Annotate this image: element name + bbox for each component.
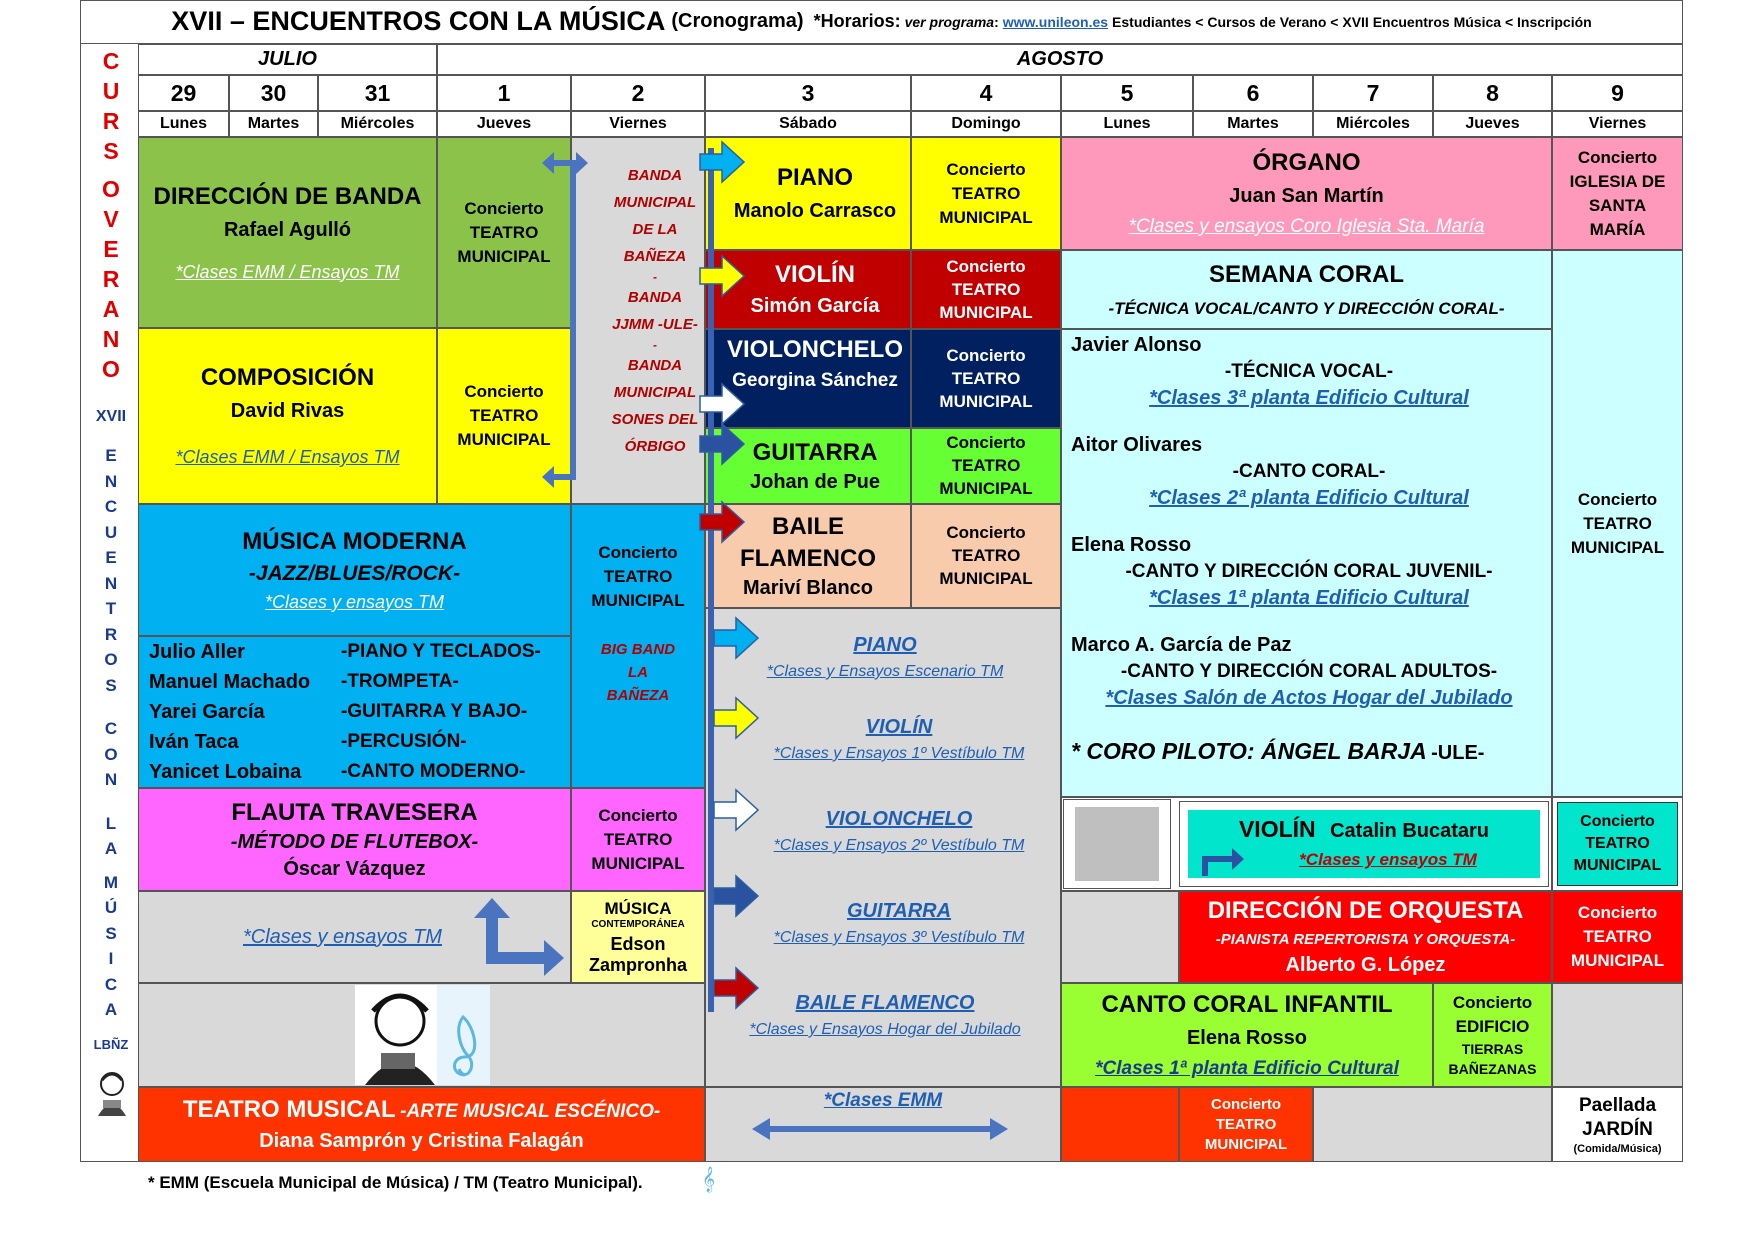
gray-gap-day9: [1552, 983, 1683, 1087]
day-29: 29: [138, 75, 229, 111]
dayname-7: Miércoles: [1313, 111, 1433, 137]
coral-person: Javier Alonso -TÉCNICA VOCAL- *Clases 3ª planta Edificio Cultural: [1071, 334, 1547, 410]
course-semana-coral: SEMANA CORAL -TÉCNICA VOCAL/CANTO Y DIRECCIÓN CORAL-: [1061, 250, 1552, 329]
banda-note[interactable]: *Clases EMM / Ensayos TM: [175, 261, 400, 282]
title-sub: (Cronograma): [671, 10, 804, 32]
teacher-row: Manuel Machado -TROMPETA-: [149, 671, 459, 693]
later-violonchelo-note[interactable]: *Clases y Ensayos 2º Vestíbulo TM: [773, 837, 1025, 854]
side-portrait-icon: [93, 1070, 131, 1116]
course-teatro-musical: TEATRO MUSICAL -ARTE MUSICAL ESCÉNICO- Diana Samprón y Cristina Falagán: [138, 1087, 705, 1162]
coral-person: Elena Rosso -CANTO Y DIRECCIÓN CORAL JUVENIL- *Clases 1ª planta Edificio Cultural: [1071, 534, 1547, 610]
day-7: 7: [1313, 75, 1433, 111]
paellada-jardin: Paellada JARDÍN (Comida/Música): [1552, 1087, 1683, 1162]
corner-arrow-icon: [468, 896, 568, 980]
double-arrow-vertical-icon: [540, 150, 590, 490]
bandas-column: BANDA MUNICIPAL DE LA BAÑEZA - BANDA JJMM -ULE- - BANDA MUNICIPAL SONES DEL ÓRBIGO: [571, 137, 705, 504]
dayname-8: Jueves: [1433, 111, 1552, 137]
course-direccion-orquesta: DIRECCIÓN DE ORQUESTA -PIANISTA REPERTORISTA Y ORQUESTA- Alberto G. López: [1179, 891, 1552, 983]
violin2-note[interactable]: *Clases y ensayos TM: [1299, 850, 1477, 869]
later-flamenco-note[interactable]: *Clases y Ensayos Hogar del Jubilado: [749, 1021, 1021, 1038]
course-musica-moderna: MÚSICA MODERNA -JAZZ/BLUES/ROCK- *Clases y ensayos TM: [138, 504, 571, 636]
coro-piloto: * CORO PILOTO: ÁNGEL BARJA -ULE-: [1071, 738, 1485, 764]
composicion-note[interactable]: *Clases EMM / Ensayos TM: [175, 447, 400, 467]
day-8: 8: [1433, 75, 1552, 111]
later-violonchelo-title[interactable]: VIOLONCHELO: [825, 808, 973, 830]
day-31: 31: [318, 75, 437, 111]
later-piano-title[interactable]: PIANO: [853, 634, 917, 656]
day-4: 4: [911, 75, 1061, 111]
day-9: 9: [1552, 75, 1683, 111]
bent-arrow-icon: [1196, 846, 1246, 876]
course-composicion: COMPOSICIÓN David Rivas *Clases EMM / Ensayos TM: [138, 328, 437, 504]
later-guitarra-title[interactable]: GUITARRA: [846, 900, 952, 922]
concert-guitarra: Concierto TEATRO MUNICIPAL: [911, 428, 1061, 504]
title-main: XVII – ENCUENTROS CON LA MÚSICA: [171, 6, 666, 36]
course-violonchelo: VIOLONCHELO Georgina Sánchez: [705, 329, 911, 428]
course-piano: PIANO Manolo Carrasco: [705, 137, 911, 250]
dayname-6: Martes: [1193, 111, 1313, 137]
teacher-row: Julio Aller -PIANO Y TECLADOS-: [149, 641, 541, 663]
course-flauta-travesera: FLAUTA TRAVESERA -MÉTODO DE FLUTEBOX- Óscar Vázquez: [138, 788, 571, 891]
concert-moderna: Concierto TEATRO MUNICIPAL BIG BAND LA BAÑEZA: [571, 504, 705, 788]
red-block-day5: [1061, 1087, 1179, 1162]
teacher-row: Yanicet Lobaina -CANTO MODERNO-: [149, 761, 526, 783]
moderna-note[interactable]: *Clases y ensayos TM: [264, 591, 445, 612]
coral-person: Marco A. García de Paz -CANTO Y DIRECCIÓN CORAL ADULTOS- *Clases Salón de Actos Hogar del Jubilado: [1071, 634, 1547, 710]
course-baile-flamenco: BAILE FLAMENCO Mariví Blanco: [705, 504, 911, 608]
day-1: 1: [437, 75, 571, 111]
title-ver: ver programa: [904, 13, 995, 30]
dayname-1: Jueves: [437, 111, 571, 137]
side-xvii: XVII: [95, 408, 127, 425]
gray-placeholder-image: [1063, 799, 1171, 889]
course-violin: VIOLÍN Simón García: [705, 250, 911, 329]
double-arrow-horizontal-icon: [752, 1116, 1008, 1142]
concert-iglesia: Concierto IGLESIA DE SANTA MARÍA: [1552, 137, 1683, 250]
concert-flamenco: Concierto TEATRO MUNICIPAL: [911, 504, 1061, 608]
course-violin-catalin: VIOLÍN Catalin Bucataru *Clases y ensayos TM: [1179, 801, 1549, 887]
composer-portrait-image: [355, 985, 490, 1085]
course-musica-contemporanea: MÚSICA CONTEMPORÁNEA Edson Zampronha: [571, 891, 705, 983]
teacher-row: Yarei García -GUITARRA Y BAJO-: [149, 701, 528, 723]
dayname-5: Lunes: [1061, 111, 1193, 137]
dayname-29: Lunes: [138, 111, 229, 137]
title-path: Estudiantes < Cursos de Verano < XVII Encuentros Música < Inscripción: [1112, 13, 1592, 30]
concert-piano: Concierto TEATRO MUNICIPAL: [911, 137, 1061, 250]
dayname-2: Viernes: [571, 111, 705, 137]
dayname-9: Viernes: [1552, 111, 1683, 137]
later-piano-note[interactable]: *Clases y Ensayos Escenario TM: [766, 663, 1004, 680]
dayname-31: Miércoles: [318, 111, 437, 137]
course-organo: ÓRGANO Juan San Martín *Clases y ensayos Coro Iglesia Sta. María: [1061, 137, 1552, 250]
coral-note[interactable]: *Clases 1ª planta Edificio Cultural: [1149, 587, 1469, 609]
course-guitarra: GUITARRA Johan de Pue: [705, 428, 911, 504]
concert-flauta: Concierto TEATRO MUNICIPAL: [571, 788, 705, 891]
concert-day9-small: Concierto TEATRO MUNICIPAL: [1557, 802, 1678, 886]
concert-violonchelo: Concierto TEATRO MUNICIPAL: [911, 329, 1061, 428]
later-violin-note[interactable]: *Clases y Ensayos 1º Vestíbulo TM: [773, 745, 1025, 762]
footer-note: * EMM (Escuela Municipal de Música) / TM (Teatro Municipal).: [148, 1173, 643, 1192]
course-canto-coral-infantil: CANTO CORAL INFANTIL Elena Rosso *Clases 1ª planta Edificio Cultural: [1061, 983, 1433, 1087]
arrows-column: [694, 140, 784, 1020]
concert-composicion: Concierto TEATRO MUNICIPAL: [437, 328, 571, 504]
course-direccion-banda: DIRECCIÓN DE BANDA Rafael Agulló *Clases EMM / Ensayos TM: [138, 137, 437, 328]
clases-tm-note[interactable]: *Clases y ensayos TM: [243, 925, 442, 948]
month-julio: JULIO: [138, 44, 437, 75]
later-violin-title[interactable]: VIOLÍN: [865, 716, 933, 738]
page-title: [80, 0, 1683, 44]
day-30: 30: [229, 75, 318, 111]
teacher-row: Iván Taca -PERCUSIÓN-: [149, 731, 467, 753]
moderna-teachers: [138, 636, 571, 788]
concert-orquesta: Concierto TEATRO MUNICIPAL: [1552, 891, 1683, 983]
dayname-3: Sábado: [705, 111, 911, 137]
day-2: 2: [571, 75, 705, 111]
dayname-4: Domingo: [911, 111, 1061, 137]
coral-note[interactable]: *Clases Salón de Actos Hogar del Jubilado: [1105, 687, 1513, 709]
gray-gap-final: [1313, 1087, 1552, 1162]
clases-emm-note[interactable]: *Clases EMM: [823, 1090, 943, 1111]
concert-banda: Concierto TEATRO MUNICIPAL: [437, 137, 571, 328]
coral-person: Aitor Olivares -CANTO CORAL- *Clases 2ª planta Edificio Cultural: [1071, 434, 1547, 510]
coral-note[interactable]: *Clases 2ª planta Edificio Cultural: [1149, 487, 1469, 509]
infantil-note[interactable]: *Clases 1ª planta Edificio Cultural: [1095, 1057, 1399, 1079]
side-encuentros: E N C U E N T R O S C O N L A M Ú S I C A: [103, 446, 119, 1019]
title-horarios: *Horarios:: [813, 11, 901, 31]
day-3: 3: [705, 75, 911, 111]
day-5: 5: [1061, 75, 1193, 111]
organo-note[interactable]: *Clases y ensayos Coro Iglesia Sta. María: [1128, 216, 1485, 237]
concert-final: Concierto TEATRO MUNICIPAL: [1179, 1087, 1313, 1162]
title-url-link[interactable]: www.unileon.es: [1002, 13, 1109, 30]
concert-teatro-day9: Concierto TEATRO MUNICIPAL: [1552, 250, 1683, 797]
treble-clef-icon: 𝄞: [702, 1166, 716, 1191]
dayname-30: Martes: [229, 111, 318, 137]
coral-note[interactable]: *Clases 3ª planta Edificio Cultural: [1149, 387, 1469, 409]
later-flamenco-title[interactable]: BAILE FLAMENCO: [795, 992, 975, 1014]
concert-edificio: Concierto EDIFICIO TIERRAS BAÑEZANAS: [1433, 983, 1552, 1087]
concert-violin: Concierto TEATRO MUNICIPAL: [911, 250, 1061, 329]
gray-gap-day5: [1061, 891, 1179, 983]
later-guitarra-note[interactable]: *Clases y Ensayos 3º Vestíbulo TM: [773, 929, 1025, 946]
side-lbnz: LBÑZ: [93, 1037, 129, 1052]
title-colon: :: [994, 13, 999, 30]
day-6: 6: [1193, 75, 1313, 111]
month-agosto: AGOSTO: [437, 44, 1683, 75]
side-curso-verano: C U R S O V E R A N O: [102, 48, 120, 382]
